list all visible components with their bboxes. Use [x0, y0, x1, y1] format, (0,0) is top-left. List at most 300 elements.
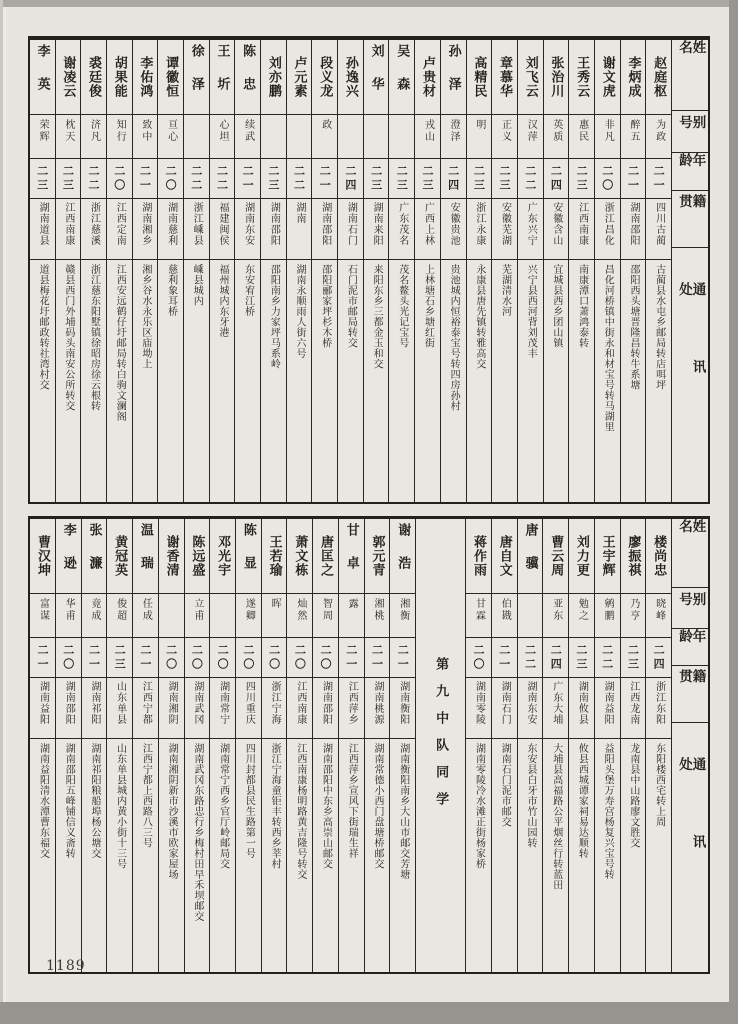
person-address: 邵阳郦家坪杉木桥	[312, 259, 337, 502]
person-address: 湖南邵阳五峰铺信义斋转	[56, 738, 81, 972]
person-address: 茂名鳌头光记宝号	[389, 259, 414, 502]
person-name: 谢凌云	[60, 56, 76, 98]
person-alias: 济凡	[81, 114, 106, 158]
person-alias: 非凡	[595, 114, 620, 158]
person-age: 二〇	[262, 637, 287, 677]
person-name: 陈显	[240, 523, 256, 589]
person-address: 浙江宁海童钜丰转西乡莘村	[262, 738, 287, 972]
person-native: 湖南益阳	[595, 677, 620, 738]
person-alias	[338, 114, 363, 158]
person-age: 二一	[133, 158, 158, 198]
person-name: 徐泽	[188, 44, 204, 110]
scan-edge-left	[0, 0, 3, 1024]
person-native: 湖南祁阳	[82, 677, 107, 738]
person-age: 二二	[184, 158, 209, 198]
person-alias: 智周	[313, 593, 338, 637]
section-label: 第九中队同学	[433, 657, 449, 819]
person-age: 二〇	[287, 637, 312, 677]
person-age: 二三	[364, 158, 389, 198]
roster-table-top	[28, 36, 710, 504]
person-age: 二〇	[107, 158, 132, 198]
person-address: 湖南常德小西门盘塘桥邮交	[365, 738, 390, 972]
page-number: 1189	[46, 958, 86, 974]
person-alias: 政	[312, 114, 337, 158]
person-age: 二二	[595, 637, 620, 677]
person-age: 二一	[492, 637, 517, 677]
person-column	[313, 519, 339, 972]
person-name: 王秀云	[574, 56, 590, 98]
person-name: 裘廷俊	[86, 56, 102, 98]
person-column	[492, 519, 518, 972]
person-address: 湖南邵阳中东乡高崇山邮交	[313, 738, 338, 972]
scan-edge-right	[729, 0, 738, 1024]
person-age: 二四	[646, 637, 671, 677]
person-column	[492, 40, 518, 502]
person-column	[262, 519, 288, 972]
person-age: 二一	[133, 637, 158, 677]
person-name: 曹汉坤	[34, 535, 50, 577]
person-native: 湖南常宁	[210, 677, 235, 738]
header-cell-alias: 别号	[672, 110, 708, 152]
person-age: 二〇	[56, 637, 81, 677]
person-address: 昌化河桥镇中街永和材宝号转马湖里	[595, 259, 620, 502]
person-name: 胡果能	[111, 56, 127, 98]
person-address: 邵阳西头塘晋隆昌转牛系塘	[621, 259, 646, 502]
header-cell-address: 通讯处	[672, 722, 708, 972]
person-column	[56, 519, 82, 972]
person-column	[595, 40, 621, 502]
person-age: 二二	[518, 637, 543, 677]
person-column	[30, 40, 56, 502]
person-address: 上林塘石乡塘红街	[415, 259, 440, 502]
person-native: 广东兴宁	[518, 198, 543, 259]
person-alias: 亚东	[543, 593, 568, 637]
person-age: 二三	[492, 158, 517, 198]
person-age: 二一	[82, 637, 107, 677]
person-age: 二三	[261, 158, 286, 198]
person-address: 古蔺县水屯乡邮局转店咡坪	[646, 259, 671, 502]
directory-page	[6, 7, 729, 1002]
person-native: 浙江永康	[467, 198, 492, 259]
person-age: 二二	[81, 158, 106, 198]
person-age: 二三	[389, 158, 414, 198]
person-alias: 晓峰	[646, 593, 671, 637]
header-cell-address: 通讯处	[672, 247, 708, 502]
person-address: 东安县白牙市竹山园转	[518, 738, 543, 972]
person-name: 吴森	[394, 44, 410, 110]
person-name: 甘卓	[343, 523, 359, 589]
person-age: 二一	[339, 637, 364, 677]
person-alias: 续武	[235, 114, 260, 158]
person-alias: 甘霖	[466, 593, 491, 637]
person-column	[210, 519, 236, 972]
person-name: 唐自文	[496, 535, 512, 577]
person-address: 永康县唐先镇转雅高交	[467, 259, 492, 502]
person-alias: 亘心	[158, 114, 183, 158]
person-alias: 醉五	[621, 114, 646, 158]
person-name: 刘飞云	[522, 56, 538, 98]
person-native: 湖南慈利	[158, 198, 183, 259]
person-column	[518, 40, 544, 502]
person-age: 二一	[390, 637, 415, 677]
person-age: 二四	[544, 158, 569, 198]
person-column	[107, 40, 133, 502]
person-alias: 立甫	[185, 593, 210, 637]
person-alias: 鹓鹏	[595, 593, 620, 637]
person-native: 湖南益阳	[30, 677, 55, 738]
person-name: 段义龙	[317, 56, 333, 98]
person-alias: 湘桃	[365, 593, 390, 637]
person-native: 江西南康	[569, 198, 594, 259]
person-column	[646, 40, 672, 502]
person-age: 二三	[56, 158, 81, 198]
person-name: 赵庭枢	[651, 56, 667, 98]
person-address: 东阳楼西宅转上周	[646, 738, 671, 972]
person-address: 邵阳南乡力家坪马系岭	[261, 259, 286, 502]
person-alias: 澄泽	[441, 114, 466, 158]
person-column	[441, 40, 467, 502]
person-column	[467, 40, 493, 502]
person-address: 福州城内东牙港	[210, 259, 235, 502]
person-native: 广东茂名	[389, 198, 414, 259]
person-native: 四川重庆	[236, 677, 261, 738]
person-column	[30, 519, 56, 972]
person-age: 二一	[621, 158, 646, 198]
person-column	[339, 519, 365, 972]
person-column	[133, 519, 159, 972]
person-column	[82, 519, 108, 972]
person-alias	[261, 114, 286, 158]
person-column	[544, 40, 570, 502]
person-address: 湖南零陵冷水滩正街杨家桥	[466, 738, 491, 972]
person-native: 浙江嵊县	[184, 198, 209, 259]
person-name: 张治川	[548, 56, 564, 98]
person-name: 王宇辉	[599, 535, 615, 577]
person-native: 湖南桃源	[365, 677, 390, 738]
person-address: 湖南武冈东路忠行乡梅村田早禾坝邮交	[185, 738, 210, 972]
person-address: 贵池城内恒裕泰宝号转四房孙村	[441, 259, 466, 502]
person-name: 蒋作雨	[470, 535, 486, 577]
person-column	[390, 519, 416, 972]
person-name: 王圻	[214, 44, 230, 110]
person-name: 谢香清	[163, 535, 179, 577]
person-address: 兴宁县西河背刘茂丰	[518, 259, 543, 502]
person-alias	[364, 114, 389, 158]
person-column	[621, 40, 647, 502]
person-native: 湖南邵阳	[56, 677, 81, 738]
person-column	[389, 40, 415, 502]
header-cell-native: 籍贯	[672, 190, 708, 248]
person-age: 二四	[441, 158, 466, 198]
person-alias: 伯戡	[492, 593, 517, 637]
person-name: 谢文虎	[599, 56, 615, 98]
person-address: 嵊县城内	[184, 259, 209, 502]
person-name: 曹云周	[548, 535, 564, 577]
person-column	[107, 519, 133, 972]
person-alias: 知行	[107, 114, 132, 158]
person-native: 湖南零陵	[466, 677, 491, 738]
person-age: 二〇	[159, 637, 184, 677]
person-native: 湖南	[287, 198, 312, 259]
person-native: 湖南邵阳	[313, 677, 338, 738]
person-address: 山东单县城内黄小街十三号	[107, 738, 132, 972]
person-alias	[210, 593, 235, 637]
person-native: 安徽贵池	[441, 198, 466, 259]
header-cell-age: 年龄	[672, 152, 708, 190]
person-native: 安徽芜湖	[492, 198, 517, 259]
person-address: 湘乡谷水永乐区庙坳上	[133, 259, 158, 502]
person-age: 二三	[415, 158, 440, 198]
person-name: 刘亦鹏	[265, 56, 281, 98]
person-column	[261, 40, 287, 502]
person-name: 陈远盛	[189, 535, 205, 577]
person-column	[543, 519, 569, 972]
person-address: 湖南湘阴新市沙溪市欧家屋场	[159, 738, 184, 972]
person-column	[569, 40, 595, 502]
person-alias: 惠民	[569, 114, 594, 158]
person-native: 湖南石门	[492, 677, 517, 738]
person-column	[159, 519, 185, 972]
person-alias: 任成	[133, 593, 158, 637]
person-age: 二一	[30, 637, 55, 677]
person-age: 二一	[365, 637, 390, 677]
person-native: 湖南石门	[338, 198, 363, 259]
person-age: 二二	[518, 158, 543, 198]
person-name: 萧文栋	[292, 535, 308, 577]
person-name: 卢元素	[291, 56, 307, 98]
person-column	[287, 519, 313, 972]
person-name: 高精民	[471, 56, 487, 98]
person-age: 二三	[30, 158, 55, 198]
person-native: 江西南康	[287, 677, 312, 738]
person-alias: 为政	[646, 114, 671, 158]
person-native: 江西萍乡	[339, 677, 364, 738]
person-address: 湖南常宁西乡官厅岭邮局交	[210, 738, 235, 972]
person-alias	[518, 593, 543, 637]
person-column	[569, 519, 595, 972]
person-address: 大埔县高福路公平烟丝行转蓝田	[543, 738, 568, 972]
person-alias: 华甫	[56, 593, 81, 637]
person-native: 湖南邵阳	[621, 198, 646, 259]
person-address: 浙江慈东阳墅镇徐昭房徐云根转	[81, 259, 106, 502]
person-alias: 致中	[133, 114, 158, 158]
person-alias	[287, 114, 312, 158]
person-native: 湖南来阳	[364, 198, 389, 259]
person-alias: 枕天	[56, 114, 81, 158]
header-cell-native: 籍贯	[672, 665, 708, 722]
person-native: 湖南湘阴	[159, 677, 184, 738]
person-alias: 竟成	[82, 593, 107, 637]
person-alias: 灿然	[287, 593, 312, 637]
person-native: 湖南衡阳	[390, 677, 415, 738]
person-age: 二二	[287, 158, 312, 198]
person-age: 二三	[569, 158, 594, 198]
person-alias: 明	[467, 114, 492, 158]
person-native: 湖南邵阳	[261, 198, 286, 259]
person-column	[287, 40, 313, 502]
person-name: 章慕华	[497, 56, 513, 98]
person-native: 湖南东安	[518, 677, 543, 738]
person-address: 湖南衡阳南乡大山市邮交芳塘	[390, 738, 415, 972]
person-address: 宜城县西乡团山镇	[544, 259, 569, 502]
person-column	[210, 40, 236, 502]
person-native: 山东单县	[107, 677, 132, 738]
person-name: 陈忠	[240, 44, 256, 110]
person-column	[364, 40, 390, 502]
person-age: 二一	[235, 158, 260, 198]
person-address: 四川封都县民生路第一号	[236, 738, 261, 972]
header-cell-name: 姓名	[676, 40, 706, 80]
person-address: 芜湖清水河	[492, 259, 517, 502]
person-address: 石门泥市邮局转交	[338, 259, 363, 502]
person-address: 江西宁都上西路八三号	[133, 738, 158, 972]
person-native: 广西上林	[415, 198, 440, 259]
person-column	[646, 519, 672, 972]
person-alias	[184, 114, 209, 158]
person-alias: 露	[339, 593, 364, 637]
person-name: 孙泽	[445, 44, 461, 110]
person-name: 郭元青	[369, 535, 385, 577]
person-column	[185, 519, 211, 972]
person-column	[518, 519, 544, 972]
scan-edge-bottom	[0, 1002, 738, 1024]
person-native: 湖南东安	[235, 198, 260, 259]
person-alias	[389, 114, 414, 158]
person-address: 来阳东乡三都金玉和交	[364, 259, 389, 502]
person-name: 刘力更	[573, 535, 589, 577]
person-age: 二〇	[236, 637, 261, 677]
person-name: 谭徽恒	[163, 56, 179, 98]
person-native: 四川古蔺	[646, 198, 671, 259]
person-address: 东安宥江桥	[235, 259, 260, 502]
person-alias: 心坦	[210, 114, 235, 158]
person-column	[595, 519, 621, 972]
person-name: 李佑鸿	[137, 56, 153, 98]
person-column	[133, 40, 159, 502]
person-column	[184, 40, 210, 502]
person-alias: 俊超	[107, 593, 132, 637]
person-alias: 晖	[262, 593, 287, 637]
person-address: 湖南益阳清水潭曹东福交	[30, 738, 55, 972]
person-native: 浙江宁海	[262, 677, 287, 738]
scan-edge-top	[0, 0, 738, 7]
person-alias: 乃亨	[621, 593, 646, 637]
person-column	[365, 519, 391, 972]
person-age: 二二	[210, 158, 235, 198]
header-cell-alias: 别号	[672, 587, 708, 628]
person-native: 湖南邵阳	[312, 198, 337, 259]
person-name: 唐骥	[522, 523, 538, 589]
person-alias: 富谋	[30, 593, 55, 637]
person-alias: 遂卿	[236, 593, 261, 637]
person-address: 道县梅花圩邮政转社湾村交	[30, 259, 55, 502]
person-alias: 正义	[492, 114, 517, 158]
person-address: 南康潭口萧鸿泰转	[569, 259, 594, 502]
person-address: 湖南祁阳粮船埠杨公塘交	[82, 738, 107, 972]
person-alias: 戎山	[415, 114, 440, 158]
person-column	[81, 40, 107, 502]
header-cell-name: 姓名	[676, 519, 706, 559]
person-native: 湖南湘乡	[133, 198, 158, 259]
person-age: 二〇	[313, 637, 338, 677]
header-column	[672, 40, 708, 502]
person-name: 王若瑜	[266, 535, 282, 577]
person-column	[56, 40, 82, 502]
person-age: 二〇	[185, 637, 210, 677]
person-column	[235, 40, 261, 502]
person-column	[338, 40, 364, 502]
person-column	[466, 519, 492, 972]
person-address: 湖南石门泥市邮交	[492, 738, 517, 972]
person-name: 李逊	[60, 523, 76, 589]
person-name: 邓光宇	[215, 535, 231, 577]
person-age: 二四	[338, 158, 363, 198]
person-alias: 湘衡	[390, 593, 415, 637]
person-age: 二四	[543, 637, 568, 677]
person-alias	[159, 593, 184, 637]
person-name: 谢浩	[395, 523, 411, 589]
person-address: 益阳头堡万寿宫杨复兴宝号转	[595, 738, 620, 972]
person-age: 二三	[621, 637, 646, 677]
person-native: 浙江东阳	[646, 677, 671, 738]
person-address: 江西南康杨明路黄吉隆号转交	[287, 738, 312, 972]
person-age: 二〇	[595, 158, 620, 198]
person-native: 江西宁都	[133, 677, 158, 738]
person-alias: 汉萍	[518, 114, 543, 158]
person-age: 二三	[569, 637, 594, 677]
person-name: 黄冠英	[112, 535, 128, 577]
person-native: 湖南攸县	[569, 677, 594, 738]
person-age: 二一	[312, 158, 337, 198]
person-column	[312, 40, 338, 502]
person-age: 二一	[646, 158, 671, 198]
person-native: 湖南道县	[30, 198, 55, 259]
person-column	[621, 519, 647, 972]
person-alias: 荣辉	[30, 114, 55, 158]
header-cell-age: 年龄	[672, 628, 708, 665]
person-native: 江西龙南	[621, 677, 646, 738]
section-label-column	[416, 519, 466, 972]
person-address: 江西萍乡宣风下街瑞生祥	[339, 738, 364, 972]
person-native: 江西南康	[56, 198, 81, 259]
person-name: 李英	[34, 44, 50, 110]
person-name: 李炳成	[625, 56, 641, 98]
person-address: 龙南县中山路廖文胜交	[621, 738, 646, 972]
person-address: 赣县西门外埔码头南安公所转交	[56, 259, 81, 502]
person-address: 慈利象耳桥	[158, 259, 183, 502]
person-address: 江西安远鹤仔圩邮局转白驹文澜阁	[107, 259, 132, 502]
person-age: 二〇	[158, 158, 183, 198]
person-column	[236, 519, 262, 972]
header-column	[672, 519, 708, 972]
person-name: 楼尚忠	[651, 535, 667, 577]
person-name: 刘华	[368, 44, 384, 110]
person-native: 浙江慈溪	[81, 198, 106, 259]
person-column	[158, 40, 184, 502]
person-address: 湖南永顺雨人街六号	[287, 259, 312, 502]
person-age: 二三	[467, 158, 492, 198]
person-age: 二〇	[210, 637, 235, 677]
person-name: 孙逸兴	[342, 56, 358, 98]
person-alias: 英质	[544, 114, 569, 158]
person-native: 浙江昌化	[595, 198, 620, 259]
person-name: 廖振祺	[625, 535, 641, 577]
person-name: 张濂	[86, 523, 102, 589]
person-name: 唐匡之	[318, 535, 334, 577]
person-native: 安徽含山	[544, 198, 569, 259]
person-age: 二〇	[466, 637, 491, 677]
person-address: 攸县西城谭家祠易达顺转	[569, 738, 594, 972]
